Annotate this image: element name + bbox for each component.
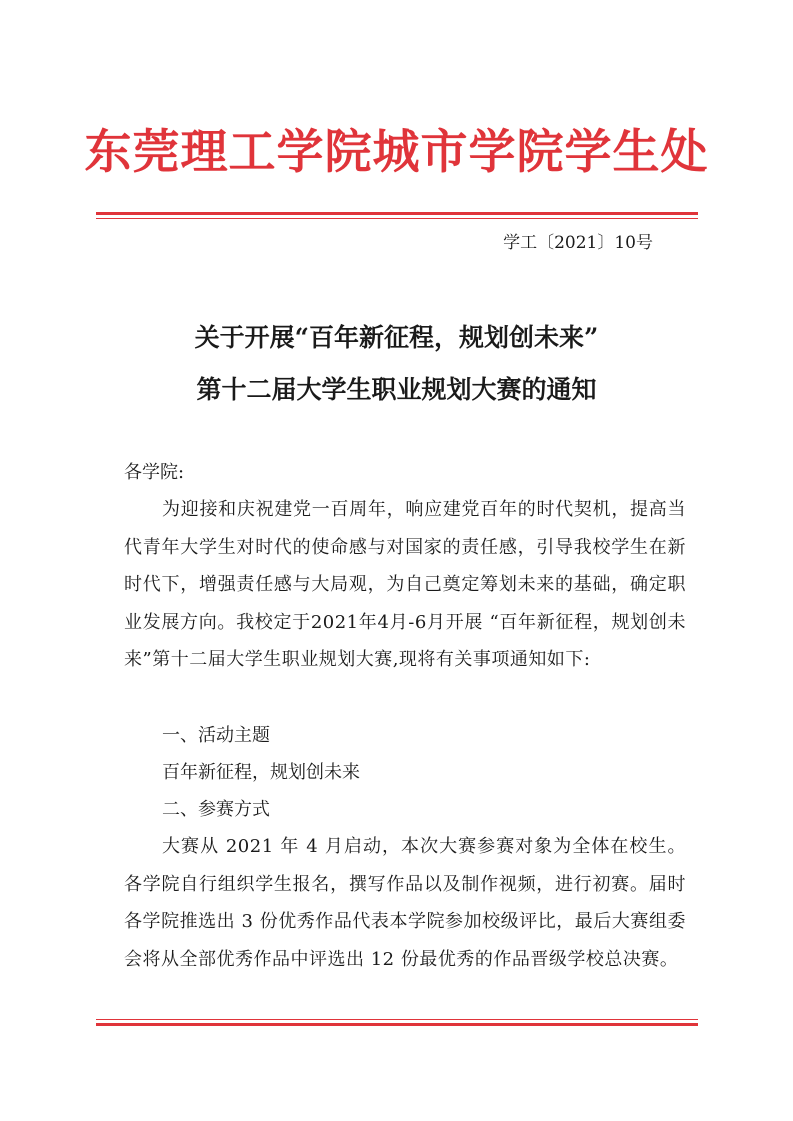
header-rule-thin <box>96 218 698 219</box>
document-number: 学工〔2021〕10号 <box>503 233 653 253</box>
intro-paragraph: 为迎接和庆祝建党一百周年，响应建党百年的时代契机，提高当代青年大学生对时代的使命感与对国家的责任感，引导我校学生在新时代下，增强责任感与大局观，为自己奠定筹划未来的基础，确定职业发展方向。我校定于2021年4月-6月开展 “百年新征程，规划创未来”第十二届大学生职业规划大赛,现将有关事项通知如下: <box>124 499 686 670</box>
document-title-line1: 关于开展“百年新征程，规划创未来” <box>194 323 599 352</box>
footer-rule-thin <box>96 1019 698 1020</box>
section1-body: 百年新征程，规划创未来 <box>162 762 360 783</box>
document-title-line2: 第十二届大学生职业规划大赛的通知 <box>196 375 597 404</box>
organization-header: 东莞理工学院城市学院学生处 <box>84 125 709 180</box>
section2-heading: 二、参赛方式 <box>162 799 270 820</box>
section1-heading: 一、活动主题 <box>162 725 270 746</box>
section2-paragraph: 大赛从 2021 年 4 月启动，本次大赛参赛对象为全体在校生。各学院自行组织学生报名，撰写作品以及制作视频，进行初赛。届时各学院推选出 3 份优秀作品代表本学院参加校级评比，最后大赛组委会将从全部优秀作品中评选出 12 份最优秀的作品晋级学校总决赛。 <box>124 836 686 970</box>
salutation: 各学院: <box>124 462 185 483</box>
footer-rule-thick <box>96 1023 698 1026</box>
header-rule-thick <box>96 212 698 215</box>
